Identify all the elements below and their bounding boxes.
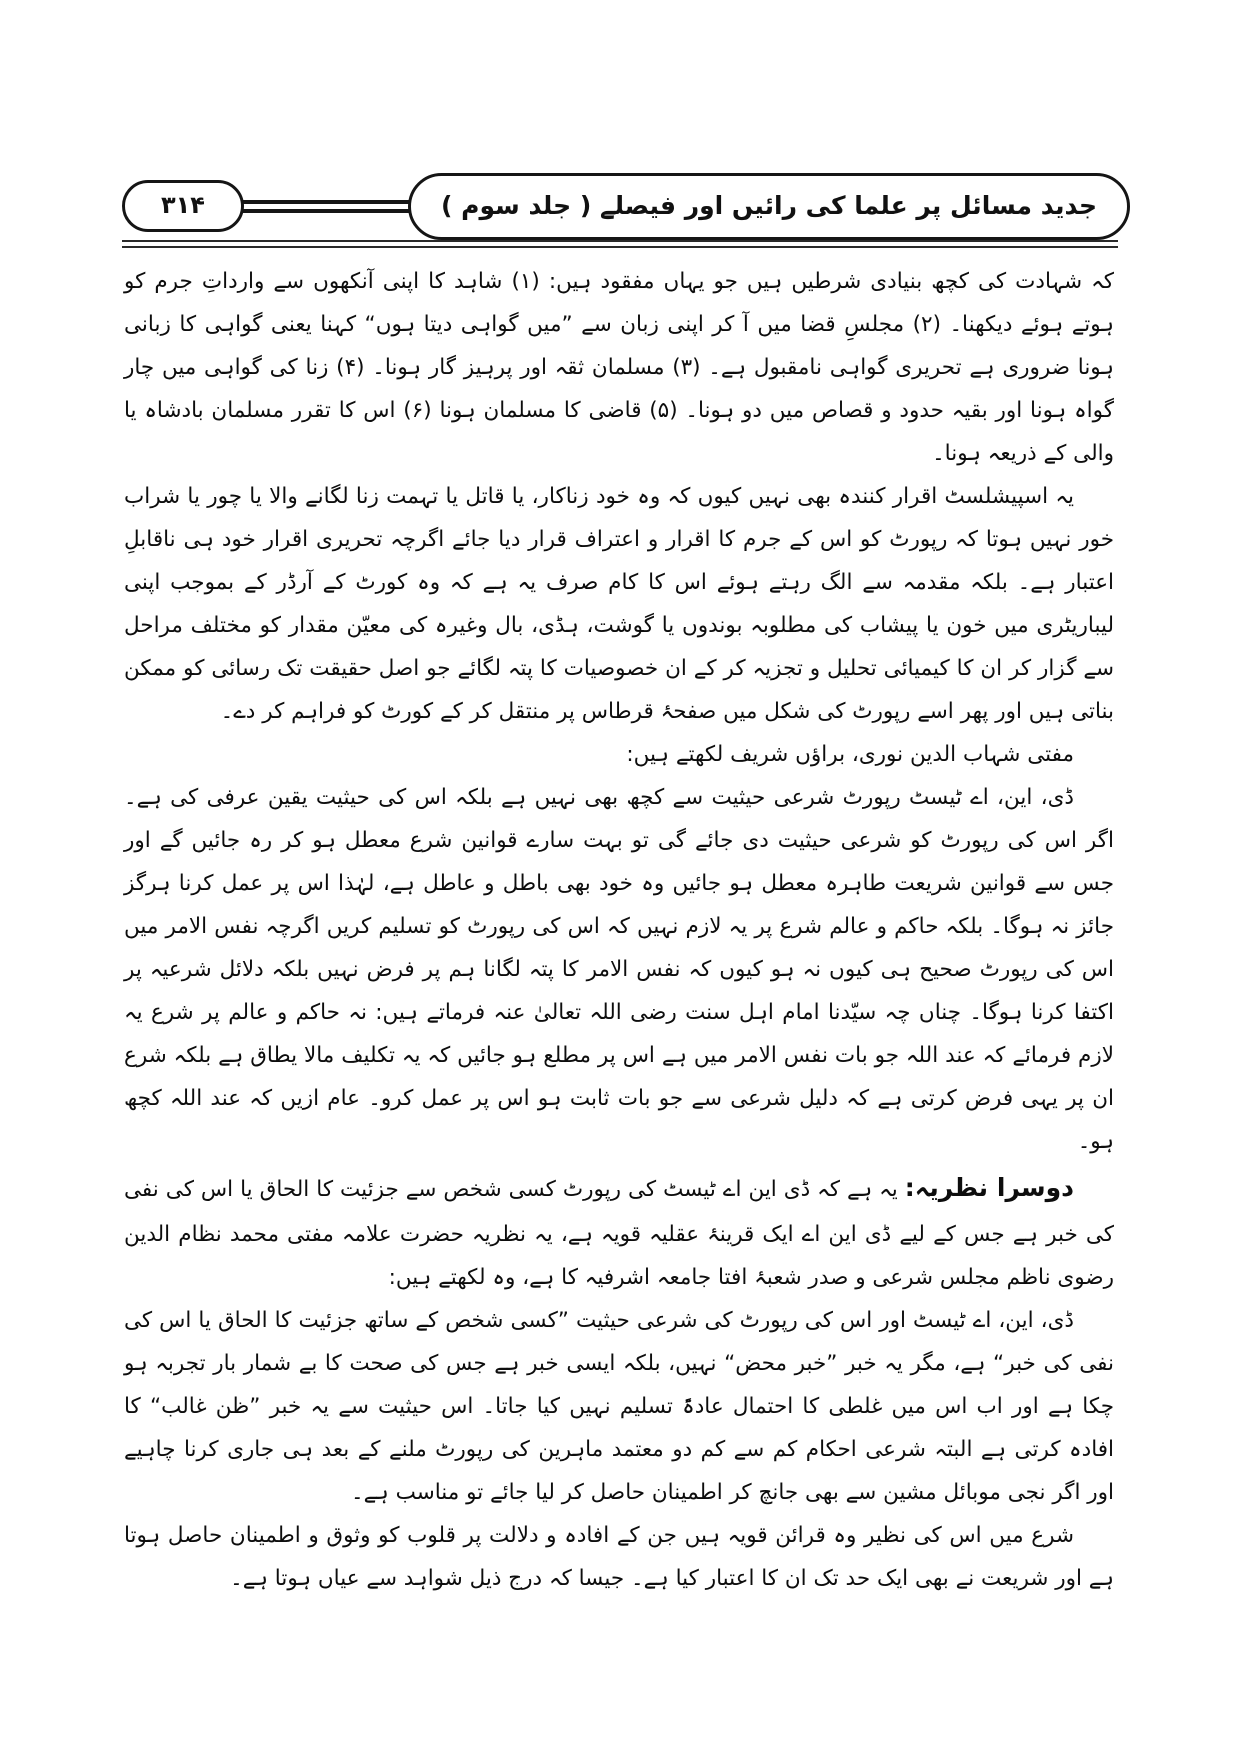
paragraph-mufti-shahabuddin-intro: مفتی شہاب الدین نوری، براؤں شریف لکھتے ہیں: [626, 742, 1074, 767]
paragraph-shariah-parallel: شرع میں اس کی نظیر وہ قرائن قویہ ہیں جن کے افادہ و دلالت پر قلوب کو وثوق و اطمینان حاصل ہوتا ہے اور شریعت نے بھی ایک حد تک ان کا اعتبار کیا ہے۔ جیسا کہ درج ذیل شواہد سے عیاں ہوتا ہے۔ [124, 1523, 1114, 1591]
page-header [122, 166, 1130, 246]
paragraph-specialist-role: یہ اسپیشلسٹ اقرار کنندہ بھی نہیں کیوں کہ وہ خود زناکار، یا قاتل یا تہمت زنا لگانے والا یا چور یا شراب خور نہیں ہوتا کہ رپورٹ کو اس کے جرم کا اقرار و اعتراف قرار دیا جائے اگرچہ تحریری اقرار خود ہی ناقابلِ اعتبار ہے۔ بلکہ مقدمہ سے الگ رہتے ہوئے اس کا کام صرف یہ ہے کہ وہ کورٹ کے آرڈر کے بموجب اپنی لیباریٹری میں خون یا پیشاب کی مطلوبہ بوندوں یا گوشت، ہڈی، بال وغیرہ کی معیّن مقدار کو مختلف مراحل سے گزار کر ان کا کیمیائی تحلیل و تجزیہ کر کے ان خصوصیات کا پتہ لگائے جو اصل حقیقت تک رسائی کو ممکن بناتی ہیں اور پھر اسے رپورٹ کی شکل میں صفحۂ قرطاس پر منتقل کر کے کورٹ کو فراہم کر دے۔ [124, 484, 1114, 724]
paragraph-shahadat-conditions: کہ شہادت کی کچھ بنیادی شرطیں ہیں جو یہاں مفقود ہیں: (۱) شاہد کا اپنی آنکھوں سے وارداتِ جرم کو ہوتے ہوئے دیکھنا۔ (۲) مجلسِ قضا میں آ کر اپنی زبان سے ”میں گواہی دیتا ہوں“ کہنا یعنی گواہی کا زبانی ہونا ضروری ہے تحریری گواہی نامقبول ہے۔ (۳) مسلمان ثقہ اور پرہیز گار ہونا۔ (۴) زنا کی گواہی میں چار گواہ ہونا اور بقیہ حدود و قصاص میں دو ہونا۔ (۵) قاضی کا مسلمان ہونا (۶) اس کا تقرر مسلمان بادشاہ یا والی کے ذریعہ ہونا۔ [124, 269, 1115, 466]
paragraph-first-opinion-quote: ڈی، این، اے ٹیسٹ رپورٹ شرعی حیثیت سے کچھ بھی نہیں ہے بلکہ اس کی حیثیت یقین عرفی کی ہے۔ اگر اس کی رپورٹ کو شرعی حیثیت دی جائے گی تو بہت سارے قوانین شرع معطل ہو کر رہ جائیں گے اور جس سے قوانین شریعت طاہرہ معطل ہو جائیں وہ خود بھی باطل و عاطل ہے، لہٰذا اس پر عمل کرنا ہرگز جائز نہ ہوگا۔ بلکہ حاکم و عالم شرع پر یہ لازم نہیں کہ اس کی رپورٹ کو تسلیم کریں اگرچہ نفس الامر میں اس کی رپورٹ صحیح ہی کیوں نہ ہو کیوں کہ نفس الامر کا پتہ لگانا ہم پر فرض نہیں بلکہ دلائل شرعیہ پر اکتفا کرنا ہوگا۔ چناں چہ سیّدنا امام اہل سنت رضی اللہ تعالیٰ عنہ فرماتے ہیں: نہ حاکم و عالم پر شرع یہ لازم فرمائے کہ عند اللہ جو بات نفس الامر میں ہے اس پر مطلع ہو جائیں کہ یہ تکلیف مالا یطاق ہے بلکہ شرع ان پر یہی فرض کرتی ہے کہ دلیل شرعی سے جو بات ثابت ہو اس پر عمل کرو۔ عام ازیں کہ عند اللہ کچھ ہو۔ [124, 785, 1114, 1154]
book-title-cartouche: جدید مسائل پر علما کی رائیں اور فیصلے ( جلد سوم ) [408, 173, 1130, 240]
page-number: ۳۱۴ [122, 180, 244, 232]
second-opinion-heading: دوسرا نظریہ: [904, 1173, 1074, 1202]
decorative-double-rule [238, 200, 414, 213]
second-opinion-text: یہ ہے کہ ڈی این اے ٹیسٹ کی رپورٹ کسی شخص سے جزئیت کا الحاق یا اس کی نفی کی خبر ہے جس کے لیے ڈی این اے ایک قرینۂ عقلیہ قویہ ہے، یہ نظریہ حضرت علامہ مفتی محمد نظام الدین رضوی ناظم مجلس شرعی و صدر شعبۂ افتا جامعہ اشرفیہ کا ہے، وہ لکھتے ہیں: [124, 1177, 1114, 1290]
paragraph-second-opinion [124, 1163, 1114, 1299]
main-text-block [124, 260, 1114, 1600]
paragraph-nizamuddin-quote: ڈی، این، اے ٹیسٹ اور اس کی رپورٹ کی شرعی حیثیت ”کسی شخص کے ساتھ جزئیت کا الحاق یا اس کی نفی کی خبر“ ہے، مگر یہ خبر ”خبر محض“ نہیں، بلکہ ایسی خبر ہے جس کی صحت کا بے شمار بار تجربہ ہو چکا ہے اور اب اس میں غلطی کا احتمال عادۃً تسلیم نہیں کیا جاتا۔ اس حیثیت سے یہ خبر ”ظن غالب“ کا افادہ کرتی ہے البتہ شرعی احکام کم سے کم دو معتمد ماہرین کی رپورٹ ملنے کے بعد ہی جاری کرنا چاہیے اور اگر نجی موبائل مشین سے بھی جانچ کر اطمینان حاصل کر لیا جائے تو مناسب ہے۔ [124, 1308, 1114, 1505]
